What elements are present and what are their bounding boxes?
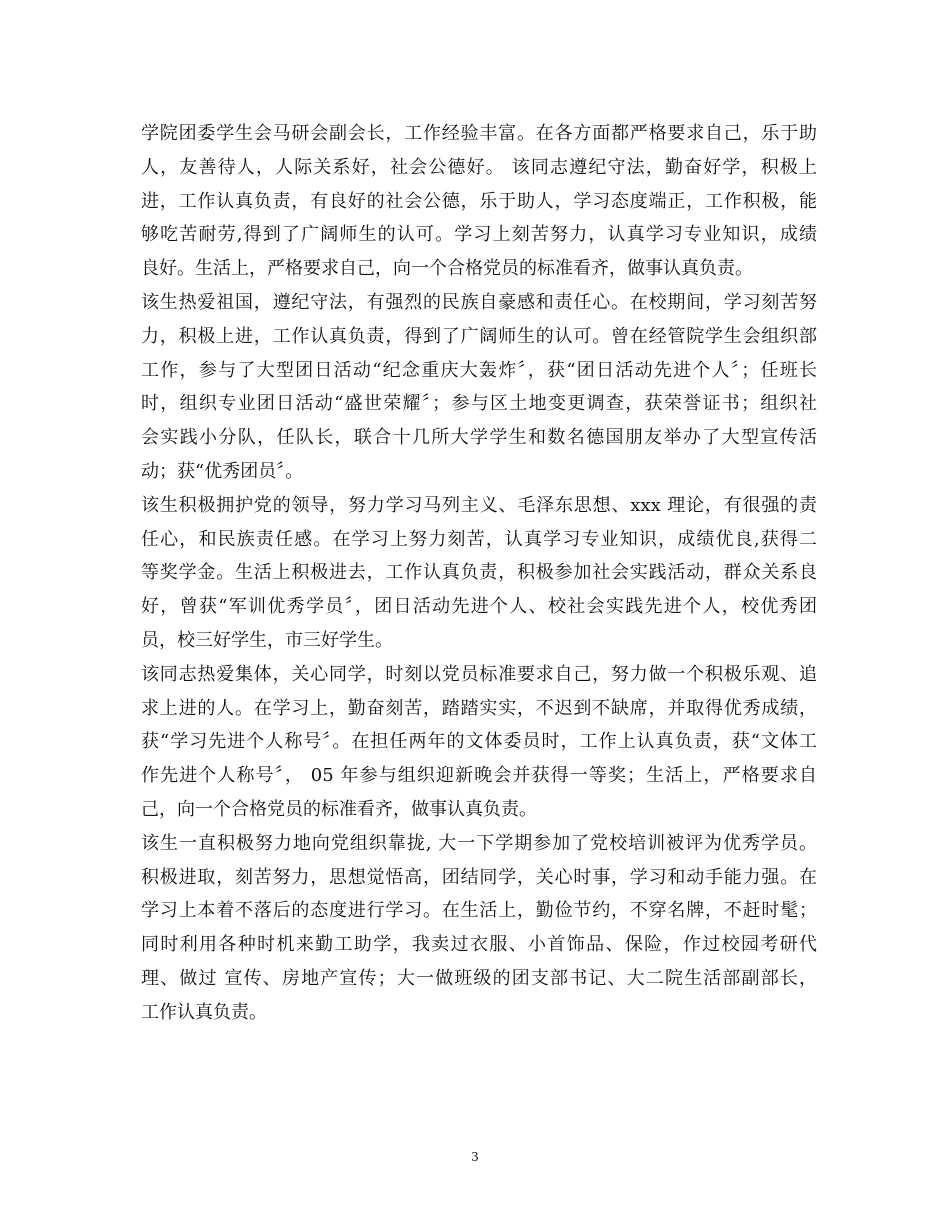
text-line: 会实践小分队，任队长，联合十几所大学学生和数名德国朋友举办了大型宣传活: [141, 427, 817, 449]
text-line: 求上进的人。在学习上，勤奋刻苦，踏踏实实，不迟到不缺席，并取得优秀成绩，: [141, 697, 817, 719]
text-line: 学院团委学生会马研会副会长，工作经验丰富。在各方面都严格要求自己，乐于助: [141, 123, 817, 144]
paragraph-5: [141, 827, 817, 1030]
paragraph-2: [141, 286, 817, 489]
document-body: [141, 117, 817, 1030]
text-line: 该生热爱祖国，遵纪守法，有强烈的民族自豪感和责任心。在校期间，学习刻苦努: [141, 291, 817, 313]
text-line: 学习上本着不落后的态度进行学习。在生活上，勤俭节约，不穿名牌，不赶时髦；: [141, 900, 817, 922]
text-line: 够吃苦耐劳,得到了广阔师生的认可。学习上刻苦努力，认真学习专业知识，成绩: [141, 224, 817, 246]
text-line: 同时利用各种时机来勤工助学，我卖过衣服、小首饰品、保险，作过校园考研代: [141, 934, 817, 956]
text-line: 工作认真负责。: [141, 1001, 267, 1023]
text-line: 良好。生活上，严格要求自己，向一个合格党员的标准看齐，做事认真负责。: [141, 258, 753, 280]
text-line: 己，向一个合格党员的标准看齐，做事认真负责。: [141, 798, 537, 820]
text-line: 员，校三好学生，市三好学生。: [141, 629, 393, 651]
text-line: 工作，参与了大型团日活动“纪念重庆大轰炸〞，获“团日活动先进个人〞；任班长: [141, 359, 817, 381]
text-line: 等奖学金。生活上积极进去，工作认真负责，积极参加社会实践活动，群众关系良: [141, 562, 817, 584]
paragraph-1: [141, 117, 817, 286]
text-line: 任心，和民族责任感。在学习上努力刻苦，认真学习专业知识，成绩优良,获得二: [141, 528, 817, 550]
text-line: 积极进取，刻苦努力，思想觉悟高，团结同学，关心时事，学习和动手能力强。在: [141, 866, 817, 888]
text-line: 人，友善待人，人际关系好，社会公德好。 该同志遵纪守法，勤奋好学，积极上: [141, 156, 817, 178]
text-line: 时，组织专业团日活动“盛世荣耀〞；参与区土地变更调查，获荣誉证书；组织社: [141, 393, 817, 415]
text-line: 该生积极拥护党的领导，努力学习马列主义、毛泽东思想、xxx 理论，有很强的责: [141, 494, 817, 516]
text-line: 作先进个人称号〞， 05 年参与组织迎新晚会并获得一等奖；生活上，严格要求自: [141, 765, 817, 787]
text-line: 该生一直积极努力地向党组织靠拢, 大一下学期参加了党校培训被评为优秀学员。: [141, 832, 817, 854]
text-line: 动；获“优秀团员〞。: [141, 460, 304, 482]
paragraph-4: [141, 658, 817, 827]
text-line: 获“学习先进个人称号〞。在担任两年的文体委员时，工作上认真负责，获“文体工: [141, 731, 817, 753]
paragraph-3: [141, 489, 817, 658]
text-line: 进，工作认真负责，有良好的社会公德，乐于助人，学习态度端正，工作积极，能: [141, 190, 817, 212]
page-number: 3: [471, 1150, 479, 1164]
text-line: 理、做过 宣传、房地产宣传；大一做班级的团支部书记、大二院生活部副部长，: [141, 967, 817, 989]
text-line: 该同志热爱集体，关心同学，时刻以党员标准要求自己，努力做一个积极乐观、追: [141, 663, 817, 685]
text-line: 好，曾获“军训优秀学员〞，团日活动先进个人、校社会实践先进个人，校优秀团: [141, 596, 817, 618]
text-line: 力，积极上进，工作认真负责，得到了广阔师生的认可。曾在经管院学生会组织部: [141, 325, 817, 347]
